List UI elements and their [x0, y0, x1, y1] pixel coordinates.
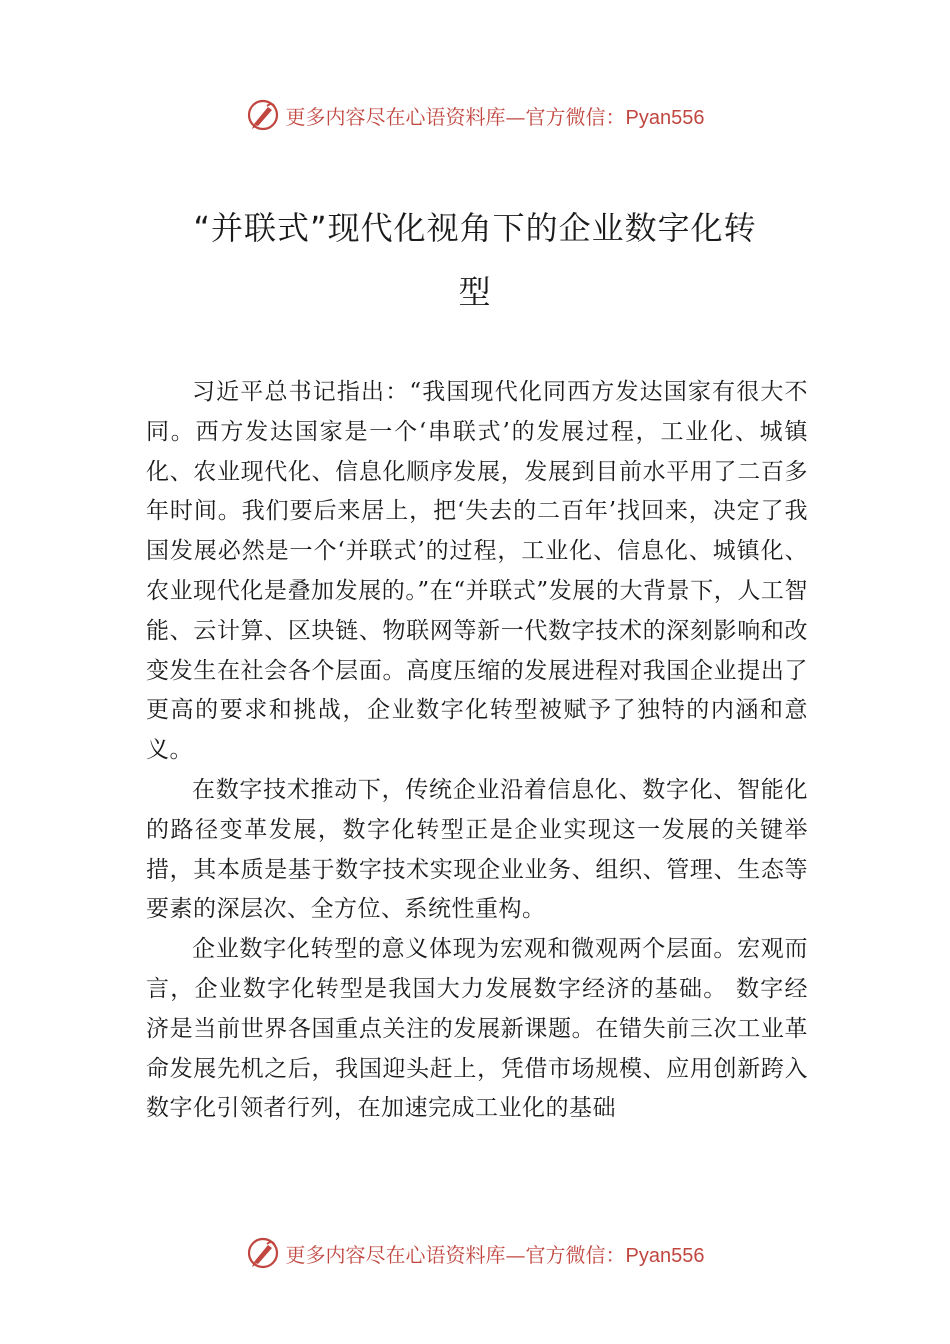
body-paragraph-3: 企业数字化转型的意义体现为宏观和微观两个层面。宏观而言，企业数字化转型是我国大力发展数字经济的基础。 数字经济是当前世界各国重点关注的发展新课题。在错失前三次工业革命发展先机之后，我国迎头赶上，凭借市场规模、应用创新跨入数字化引领者行列，在加速完成工业化的基础 — [146, 936, 808, 1122]
footer-banner — [0, 1228, 950, 1278]
document-title-line-1: “并联式”现代化视角下的企业数字化转 — [193, 209, 757, 247]
footer-account-id: Pyan556 — [625, 1244, 705, 1267]
footer-banner-content — [246, 1236, 705, 1270]
pen-in-circle-logo-icon — [246, 98, 280, 132]
header-banner — [0, 90, 950, 140]
header-banner-content — [246, 98, 705, 132]
body-paragraph-1: 习近平总书记指出：“我国现代化同西方发达国家有很大不同。西方发达国家是一个‘串联式’的发展过程，工业化、城镇化、农业现代化、信息化顺序发展，发展到目前水平用了二百多年时间。我们要后来居上，把‘失去的二百年’找回来，决定了我国发展必然是一个‘并联式’的过程，工业化、信息化、城镇化、农业现代化是叠加发展的。”在“并联式”发展的大背景下，人工智能、云计算、区块链、物联网等新一代数字技术的深刻影响和改变发生在社会各个层面。高度压缩的发展进程对我国企业提出了更高的要求和挑战，企业数字化转型被赋予了独特的内涵和意义。 — [146, 379, 808, 764]
header-banner-text: 更多内容尽在心语资料库—官方微信：Pyan556 — [285, 104, 705, 129]
body-paragraph-2: 在数字技术推动下，传统企业沿着信息化、数字化、智能化的路径变革发展，数字化转型正是企业实现这一发展的关键举措，其本质是基于数字技术实现企业业务、组织、管理、生态等要素的深层次、全方位、系统性重构。 — [146, 776, 808, 923]
document-title — [140, 196, 810, 324]
document-body — [146, 373, 808, 1129]
pen-in-circle-logo-icon — [246, 1236, 280, 1270]
header-account-id: Pyan556 — [625, 106, 705, 129]
footer-banner-text: 更多内容尽在心语资料库—官方微信：Pyan556 — [285, 1242, 705, 1267]
document-title-line-2: 型 — [458, 273, 492, 311]
